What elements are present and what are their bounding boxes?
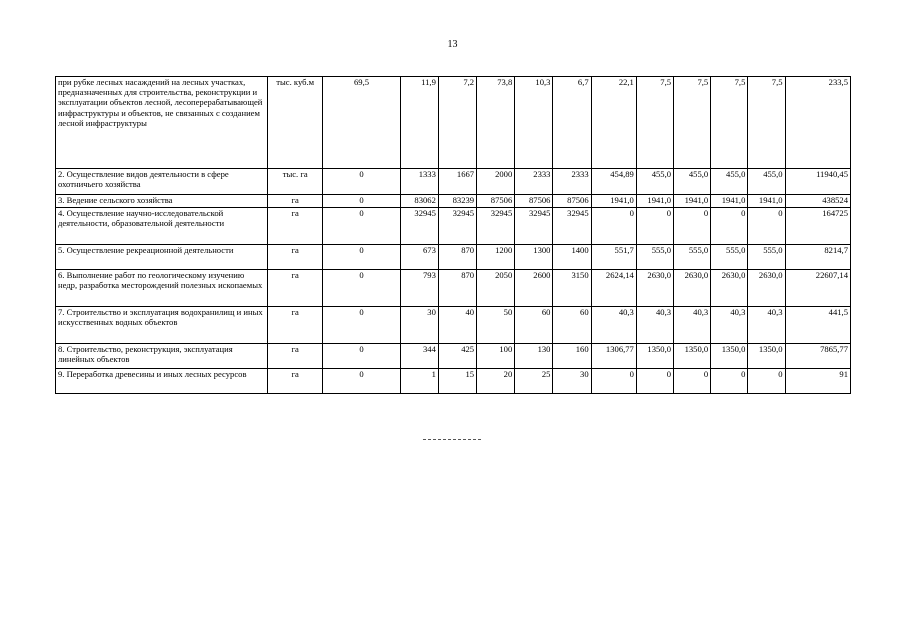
value-cell: 2630,0	[748, 270, 785, 307]
value-cell: 2333	[553, 169, 591, 195]
value-cell: 3150	[553, 270, 591, 307]
value-cell: 1300	[515, 245, 553, 270]
value-cell: 870	[438, 270, 476, 307]
value-cell: 40,3	[711, 307, 748, 344]
forest-use-table	[55, 76, 851, 394]
value-cell: 100	[477, 344, 515, 369]
value-cell: 454,89	[591, 169, 636, 195]
value-cell: 0	[674, 369, 711, 394]
value-cell: 87506	[553, 195, 591, 208]
value-cell: 40,3	[748, 307, 785, 344]
table-row	[56, 270, 851, 307]
value-cell: 0	[748, 369, 785, 394]
value-cell: 130	[515, 344, 553, 369]
value-cell: 40,3	[636, 307, 673, 344]
value-cell: 0	[748, 208, 785, 245]
value-cell: 87506	[477, 195, 515, 208]
total-value-cell: 8214,7	[785, 245, 850, 270]
activity-name-cell: 8. Строительство, реконструкция, эксплуатация линейных объектов	[56, 344, 268, 369]
value-cell: 32945	[553, 208, 591, 245]
unit-cell: га	[268, 208, 323, 245]
total-value-cell: 11940,45	[785, 169, 850, 195]
end-separator-line	[423, 439, 481, 440]
value-cell: 0	[591, 369, 636, 394]
activity-name-cell: 7. Строительство и эксплуатация водохранилищ и иных искусственных водных объектов	[56, 307, 268, 344]
value-cell: 0	[711, 369, 748, 394]
value-cell: 0	[323, 195, 400, 208]
value-cell: 30	[400, 307, 438, 344]
value-cell: 455,0	[674, 169, 711, 195]
value-cell: 15	[438, 369, 476, 394]
value-cell: 83062	[400, 195, 438, 208]
value-cell: 1333	[400, 169, 438, 195]
value-cell: 87506	[515, 195, 553, 208]
value-cell: 1200	[477, 245, 515, 270]
value-cell: 551,7	[591, 245, 636, 270]
value-cell: 32945	[438, 208, 476, 245]
unit-cell: га	[268, 369, 323, 394]
value-cell: 555,0	[636, 245, 673, 270]
unit-cell: га	[268, 195, 323, 208]
value-cell: 7,5	[711, 77, 748, 169]
value-cell: 1350,0	[748, 344, 785, 369]
value-cell: 0	[591, 208, 636, 245]
value-cell: 344	[400, 344, 438, 369]
page-number: 13	[447, 39, 458, 50]
total-value-cell: 441,5	[785, 307, 850, 344]
table-row	[56, 77, 851, 169]
activity-name-cell: 6. Выполнение работ по геологическому изучению недр, разработка месторождений полезных ископаемых	[56, 270, 268, 307]
unit-cell: тыс. га	[268, 169, 323, 195]
value-cell: 32945	[477, 208, 515, 245]
total-value-cell: 91	[785, 369, 850, 394]
value-cell: 425	[438, 344, 476, 369]
activity-name-cell: 5. Осуществление рекреационной деятельности	[56, 245, 268, 270]
value-cell: 60	[553, 307, 591, 344]
value-cell: 6,7	[553, 77, 591, 169]
table-row	[56, 245, 851, 270]
table-row	[56, 195, 851, 208]
value-cell: 69,5	[323, 77, 400, 169]
unit-cell: га	[268, 344, 323, 369]
value-cell: 2600	[515, 270, 553, 307]
unit-cell: тыс. куб.м	[268, 77, 323, 169]
activity-name-cell: при рубке лесных насаждений на лесных участках, предназначенных для строительства, реконструкции и эксплуатации объектов лесной, лесоперерабатывающей инфраструктуры и объектов, не связанных с созданием лесной инфраструктуры	[56, 77, 268, 169]
value-cell: 1941,0	[748, 195, 785, 208]
value-cell: 160	[553, 344, 591, 369]
value-cell: 20	[477, 369, 515, 394]
value-cell: 11,9	[400, 77, 438, 169]
value-cell: 2630,0	[711, 270, 748, 307]
activity-name-cell: 9. Переработка древесины и иных лесных ресурсов	[56, 369, 268, 394]
total-value-cell: 233,5	[785, 77, 850, 169]
value-cell: 10,3	[515, 77, 553, 169]
value-cell: 2624,14	[591, 270, 636, 307]
value-cell: 83239	[438, 195, 476, 208]
value-cell: 50	[477, 307, 515, 344]
value-cell: 0	[636, 208, 673, 245]
unit-cell: га	[268, 245, 323, 270]
unit-cell: га	[268, 307, 323, 344]
value-cell: 40	[438, 307, 476, 344]
value-cell: 1400	[553, 245, 591, 270]
value-cell: 0	[323, 369, 400, 394]
value-cell: 1941,0	[591, 195, 636, 208]
value-cell: 0	[323, 208, 400, 245]
value-cell: 2000	[477, 169, 515, 195]
value-cell: 555,0	[711, 245, 748, 270]
value-cell: 32945	[515, 208, 553, 245]
value-cell: 7,5	[636, 77, 673, 169]
table-row	[56, 169, 851, 195]
total-value-cell: 438524	[785, 195, 850, 208]
value-cell: 1350,0	[674, 344, 711, 369]
value-cell: 0	[711, 208, 748, 245]
total-value-cell: 164725	[785, 208, 850, 245]
value-cell: 1667	[438, 169, 476, 195]
value-cell: 0	[636, 369, 673, 394]
value-cell: 25	[515, 369, 553, 394]
value-cell: 2333	[515, 169, 553, 195]
value-cell: 40,3	[591, 307, 636, 344]
value-cell: 40,3	[674, 307, 711, 344]
value-cell: 1941,0	[636, 195, 673, 208]
value-cell: 30	[553, 369, 591, 394]
value-cell: 555,0	[674, 245, 711, 270]
total-value-cell: 7865,77	[785, 344, 850, 369]
table-row	[56, 307, 851, 344]
value-cell: 60	[515, 307, 553, 344]
table-row	[56, 369, 851, 394]
value-cell: 673	[400, 245, 438, 270]
total-value-cell: 22607,14	[785, 270, 850, 307]
value-cell: 2630,0	[636, 270, 673, 307]
value-cell: 1	[400, 369, 438, 394]
value-cell: 0	[323, 307, 400, 344]
value-cell: 0	[323, 245, 400, 270]
activity-name-cell: 3. Ведение сельского хозяйства	[56, 195, 268, 208]
table-row	[56, 344, 851, 369]
value-cell: 32945	[400, 208, 438, 245]
value-cell: 0	[674, 208, 711, 245]
value-cell: 455,0	[748, 169, 785, 195]
value-cell: 1941,0	[674, 195, 711, 208]
activity-name-cell: 4. Осуществление научно-исследовательской деятельности, образовательной деятельности	[56, 208, 268, 245]
value-cell: 870	[438, 245, 476, 270]
value-cell: 1350,0	[711, 344, 748, 369]
value-cell: 455,0	[711, 169, 748, 195]
value-cell: 1941,0	[711, 195, 748, 208]
unit-cell: га	[268, 270, 323, 307]
activity-name-cell: 2. Осуществление видов деятельности в сфере охотничьего хозяйства	[56, 169, 268, 195]
value-cell: 0	[323, 270, 400, 307]
value-cell: 22,1	[591, 77, 636, 169]
value-cell: 555,0	[748, 245, 785, 270]
value-cell: 2630,0	[674, 270, 711, 307]
table-row	[56, 208, 851, 245]
value-cell: 0	[323, 169, 400, 195]
value-cell: 73,8	[477, 77, 515, 169]
value-cell: 455,0	[636, 169, 673, 195]
value-cell: 7,2	[438, 77, 476, 169]
value-cell: 793	[400, 270, 438, 307]
value-cell: 7,5	[748, 77, 785, 169]
value-cell: 0	[323, 344, 400, 369]
value-cell: 1306,77	[591, 344, 636, 369]
value-cell: 1350,0	[636, 344, 673, 369]
value-cell: 7,5	[674, 77, 711, 169]
value-cell: 2050	[477, 270, 515, 307]
